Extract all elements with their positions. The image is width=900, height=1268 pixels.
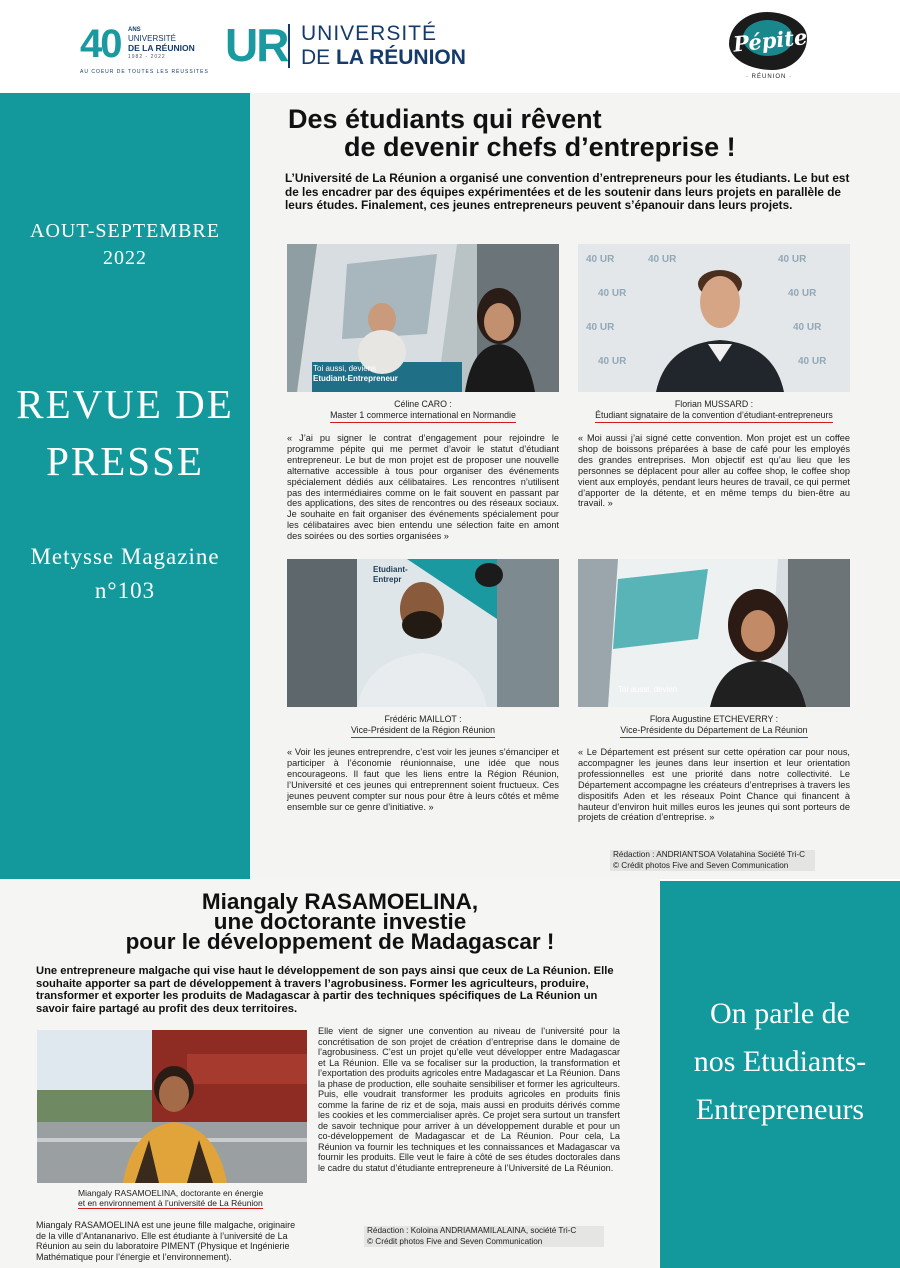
logo-ur-line2 bbox=[301, 46, 466, 70]
pepite-wordmark: Pépite bbox=[731, 24, 809, 57]
photo-frederic-maillot bbox=[287, 559, 559, 707]
caption-frederic-name: Frédéric MAILLOT : bbox=[384, 714, 462, 724]
article-miangaly bbox=[0, 879, 660, 1268]
quote-frederic: « Voir les jeunes entreprendre, c’est voir les jeunes s’émanciper et participer à l’économie réunionnaise, une idée que nous encourageons. Il faut que les liens entre la Région Réunion, l’Université et ces jeunes qui entreprennent soient fructueux. Ces jeunes peuvent compter sur nous pour être à leurs côtés et même ensemble sur ce genre d’initiative. » bbox=[287, 747, 559, 812]
svg-text:40 UR: 40 UR bbox=[598, 356, 627, 367]
revue-line2: PRESSE bbox=[46, 438, 204, 484]
caption-celine-name: Céline CARO : bbox=[394, 399, 452, 409]
article1-credit bbox=[610, 850, 815, 871]
photo-celine-caro bbox=[287, 244, 559, 392]
logo-ur-line2-bold: LA RÉUNION bbox=[336, 46, 466, 69]
caption-frederic bbox=[287, 714, 559, 738]
photo3-overlay-line1: Etudiant- bbox=[373, 565, 408, 574]
article1-title-line2: de devenir chefs d’entreprise ! bbox=[344, 132, 736, 162]
caption-flora-role: Vice-Présidente du Département de La Réunion bbox=[620, 725, 807, 738]
article2-credit-line1: Rédaction : Koloina ANDRIAMAMILALAINA, société Tri-C bbox=[367, 1226, 577, 1235]
photo-miangaly bbox=[37, 1030, 307, 1183]
revue-line1: REVUE DE bbox=[16, 381, 234, 427]
on-parle-tagline bbox=[660, 990, 900, 1134]
article1-intro: L’Université de La Réunion a organisé une convention d’entrepreneurs pour les étudiants. Le but est de les encadrer par des équipes expérimentées et de les soutenir dans leurs projets en parallèle de leurs études. Finalement, ces jeunes entrepreneurs peuvent s’épanouir dans leurs projets. bbox=[285, 171, 850, 212]
logo-40-ans-label: ANS bbox=[128, 27, 141, 33]
svg-text:40 UR: 40 UR bbox=[788, 288, 817, 299]
magazine-name bbox=[0, 540, 250, 608]
article2-caption-line2: et en environnement à l’université de La Réunion bbox=[78, 1198, 263, 1208]
article2-caption-line1: Miangaly RASAMOELINA, doctorante en énergie bbox=[78, 1188, 264, 1198]
caption-celine-role: Master 1 commerce international en Normandie bbox=[330, 410, 516, 423]
article2-title-line2: une doctorante investie bbox=[213, 909, 467, 934]
issue-date-line1: AOUT-SEPTEMBRE bbox=[30, 220, 220, 242]
caption-flora-name: Flora Augustine ETCHEVERRY : bbox=[649, 714, 779, 724]
photo-flora-etcheverry bbox=[578, 559, 850, 707]
article1-title-line1: Des étudiants qui rêvent bbox=[288, 104, 602, 134]
article2-intro: Une entrepreneure malgache qui vise haut le développement de son pays ainsi que ceux de La Réunion. Elle souhaite apporter sa part de développement à travers l’agrobusiness. Former les agriculteurs, produire, transformer et exporter les produits de Madagascar à partir des techniques spécifiques de La Réunion un savoir faire partagé au profit des deux territoires. bbox=[36, 965, 614, 1016]
svg-text:40 UR: 40 UR bbox=[793, 322, 822, 333]
svg-text:40 UR: 40 UR bbox=[598, 288, 627, 299]
logo-40-number: 40 bbox=[80, 22, 121, 66]
caption-celine bbox=[287, 399, 559, 423]
article1-title bbox=[288, 105, 868, 161]
revue-de-presse-title bbox=[0, 376, 250, 490]
logo-ur-line2-light: DE bbox=[301, 46, 337, 69]
svg-text:40 UR: 40 UR bbox=[648, 254, 677, 265]
article2-credit bbox=[364, 1226, 604, 1247]
logo-ur-line1: UNIVERSITÉ bbox=[301, 22, 438, 45]
photo-celine-overlay-text bbox=[313, 364, 398, 384]
svg-text:40 UR: 40 UR bbox=[798, 356, 827, 367]
article-etudiants bbox=[250, 93, 900, 879]
article2-caption bbox=[78, 1188, 308, 1208]
logo-40-line2: DE LA RÉUNION bbox=[128, 43, 195, 53]
article2-title-line1: Miangaly RASAMOELINA, bbox=[201, 889, 479, 914]
photo4-overlay-text: Toi aussi, devien bbox=[618, 685, 678, 694]
caption-florian-name: Florian MUSSARD : bbox=[674, 399, 754, 409]
photo3-overlay-line2: Entrepr bbox=[373, 575, 402, 584]
caption-frederic-role: Vice-Président de la Région Réunion bbox=[351, 725, 495, 738]
svg-text:40 UR: 40 UR bbox=[778, 254, 807, 265]
caption-florian-role: Étudiant signataire de la convention d’étudiant-entrepreneurs bbox=[595, 410, 833, 423]
article1-credit-line2: © Crédit photos Five and Seven Communication bbox=[613, 860, 789, 870]
photo-florian-mussard bbox=[578, 244, 850, 392]
logo-40-ans bbox=[80, 22, 209, 77]
logo-40-line1: UNIVERSITÉ bbox=[128, 34, 177, 43]
on-parle-line3: Entrepreneurs bbox=[695, 1093, 865, 1126]
pepite-sub: · RÉUNION · bbox=[746, 74, 792, 80]
on-parle-line1: On parle de bbox=[710, 997, 850, 1030]
on-parle-line2: nos Etudiants- bbox=[693, 1045, 867, 1078]
quote-flora: « Le Département est présent sur cette opération car pour nous, accompagner les jeunes dans leur insertion et leur orientation professionnelles est une priorité dans notre collectivité. Le Département accompagne les créateurs d’entreprises à travers les dispositifs Aden et les réseaux Point Chance qui financent à hauteur d’environ huit milles euros les jeunes qui sont porteurs de projets de création d’entreprise. » bbox=[578, 747, 850, 823]
logo-ur-divider bbox=[288, 24, 290, 68]
quote-celine: « J’ai pu signer le contrat d’engagement pour rejoindre le programme pépite qui me permet d’avoir le statut d’étudiant entrepreneur. Le but de mon projet est de proposer une nouvelle alternative accessible à tous pour organiser des événements spécialement dédiés aux célibataires. Les rencontres n’utilisent pas des intermédiaires comme on le fait souvent en passant par des applications, des sites de rencontres ou des réseaux sociaux. Je souhaite en fait organiser des événements spécialement pour les célibataires avec bien entendu une sélection faite en amont des soirées ou des sorties organisées » bbox=[287, 433, 559, 542]
logo-ur-mark: UR bbox=[225, 19, 288, 71]
photo-miangaly-scene bbox=[37, 1030, 307, 1183]
article2-title bbox=[20, 889, 660, 954]
logo-40-years: 1982 - 2022 bbox=[128, 54, 166, 60]
caption-flora bbox=[578, 714, 850, 738]
article2-body: Elle vient de signer une convention au niveau de l’université pour la concrétisation de son projet de création d’entreprise dans le domaine de l’agrobusiness. C’est un projet qu’elle veut développer entre Madagascar et La Réunion. Elle va se focaliser sur la production, la transformation et l’exportation des produits agricoles entre Madagascar et La Réunion. Dans la phase de production, elle souhaite sensibiliser et former les agriculteurs. Puis, elle voudrait transformer les produits agricoles en produits finis comme la farine de riz et de soja, mais aussi en produits dérivés comme les cookies et les commercialiser après. Ce projet sera surtout un transfert de savoir technique pour arriver à un développement durable et pour un co-développement de Madagascar et de La Réunion. Pour cela, La Réunion va fournir les techniques et les connaissances et Madagascar va fournir les produits. Elle veut le faire à côté de ses études doctorales dans le cadre du statut d’étudiante entrepreneure à l’Université de La Réunion. bbox=[318, 1026, 620, 1173]
quote-florian: « Moi aussi j’ai signé cette convention. Mon projet est un coffee shop de boissons préparées à base de café pour les employés des grandes entreprises. Mon objectif est qu’au lieu que les personnes se déplacent pour aller au coffee shop, le coffee shop vient aux employés, pendant leurs heures de travail, ce qui permet d’apporter de la détente, et en même temps du bien-être au travail. » bbox=[578, 433, 850, 509]
issue-date-line2: 2022 bbox=[103, 247, 147, 269]
article1-credit-line1: Rédaction : ANDRIANTSOA Volatahina Société Tri-C bbox=[613, 850, 806, 859]
photo-florian-scene bbox=[578, 244, 850, 392]
svg-text:40 UR: 40 UR bbox=[586, 322, 615, 333]
photo1-overlay-line1: Toi aussi, deviens bbox=[313, 364, 377, 373]
issue-date bbox=[0, 218, 250, 272]
caption-florian bbox=[578, 399, 850, 423]
photo1-overlay-line2: Etudiant-Entrepreneur bbox=[313, 374, 398, 383]
photo-frederic-scene bbox=[287, 559, 559, 707]
magazine-line1: Metysse Magazine bbox=[30, 544, 220, 569]
logo-universite-reunion bbox=[225, 20, 475, 75]
logo-pepite bbox=[723, 10, 815, 85]
svg-text:40 UR: 40 UR bbox=[586, 254, 615, 265]
page-header bbox=[0, 0, 900, 93]
logo-40-tagline: AU COEUR DE TOUTES LES RÉUSSITES bbox=[80, 69, 209, 75]
magazine-line2: n°103 bbox=[94, 578, 156, 603]
article2-bottom-text: Miangaly RASAMOELINA est une jeune fille malgache, originaire de la ville d’Antananarivo. Elle est étudiante à l’université de La Réunion au sein du laboratoire PIMENT (Physique et Ingénierie Mathématique pour l’énergie et l’environnement). bbox=[36, 1220, 296, 1262]
article2-title-line3: pour le développement de Madagascar ! bbox=[125, 929, 555, 954]
photo3-overlay-text bbox=[373, 565, 408, 585]
article2-credit-line2: © Crédit photos Five and Seven Communication bbox=[367, 1236, 543, 1246]
